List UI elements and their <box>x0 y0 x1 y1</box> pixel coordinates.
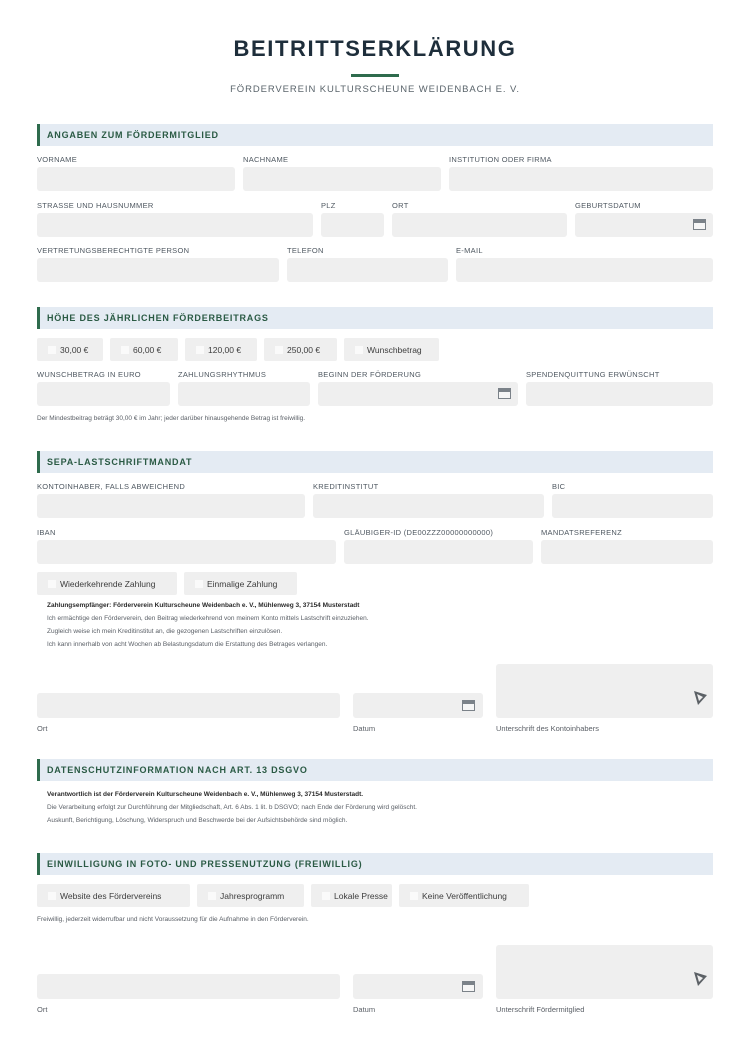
vertretung-field[interactable] <box>37 258 279 282</box>
bic-label: BIC <box>552 482 566 491</box>
geburtsdatum-label: GEBURTSDATUM <box>575 201 641 210</box>
option-jahresprogramm[interactable]: Jahresprogramm <box>197 884 304 907</box>
vorname-label: VORNAME <box>37 155 78 164</box>
kreditinstitut-label: KREDITINSTITUT <box>313 482 379 491</box>
glaeubiger-field[interactable] <box>344 540 533 564</box>
option-einmalig[interactable]: Einmalige Zahlung <box>184 572 297 595</box>
geburtsdatum-field[interactable] <box>575 213 713 237</box>
mandat-field[interactable] <box>541 540 713 564</box>
section-contribution-heading: HÖHE DES JÄHRLICHEN FÖRDERBEITRAGS <box>37 307 713 329</box>
sepa-datum-label: Datum <box>353 724 376 733</box>
checkbox-icon <box>195 580 203 588</box>
checkbox-icon <box>48 580 56 588</box>
checkbox-icon <box>410 892 418 900</box>
option-wunschbetrag[interactable]: Wunschbetrag <box>344 338 439 361</box>
kontoinhaber-label: KONTOINHABER, FALLS ABWEICHEND <box>37 482 186 491</box>
section-privacy-heading: DATENSCHUTZINFORMATION NACH ART. 13 DSGVO <box>37 759 713 781</box>
section-sepa-heading: SEPA-LASTSCHRIFTMANDAT <box>37 451 713 473</box>
checkbox-icon <box>208 892 216 900</box>
sepa-recipient: Zahlungsempfänger: Förderverein Kulturscheune Weidenbach e. V., Mühlenweg 3, 37154 Musterstadt <box>47 602 360 609</box>
ort-field[interactable] <box>392 213 567 237</box>
consent-ort-label: Ort <box>37 1005 48 1014</box>
calendar-icon[interactable] <box>693 219 706 230</box>
wunschbetrag-label: WUNSCHBETRAG IN EURO <box>37 370 141 379</box>
option-60-euro[interactable]: 60,00 € <box>110 338 178 361</box>
form-title: BEITRITTSERKLÄRUNG <box>233 36 517 61</box>
plz-field[interactable] <box>321 213 384 237</box>
sepa-text-2: Zugleich weise ich mein Kreditinstitut an, die gezogenen Lastschriften einzulösen. <box>47 628 283 635</box>
beginn-field[interactable] <box>318 382 518 406</box>
consent-signature-field[interactable] <box>496 945 713 999</box>
form-subtitle: FÖRDERVEREIN KULTURSCHEUNE WEIDENBACH E. V. <box>230 84 520 95</box>
wunschbetrag-field[interactable] <box>37 382 170 406</box>
beginn-label: BEGINN DER FÖRDERUNG <box>318 370 422 379</box>
iban-field[interactable] <box>37 540 336 564</box>
option-lokale-presse[interactable]: Lokale Presse <box>311 884 392 907</box>
kreditinstitut-field[interactable] <box>313 494 544 518</box>
sepa-text-1: Ich ermächtige den Förderverein, den Beitrag wiederkehrend von meinem Konto mittels Lastschrift einzuziehen. <box>47 615 369 622</box>
option-website[interactable]: Website des Fördervereins <box>37 884 190 907</box>
telefon-label: TELEFON <box>287 246 324 255</box>
ort-label: ORT <box>392 201 409 210</box>
rhythmus-label: ZAHLUNGSRHYTHMUS <box>178 370 267 379</box>
consent-datum-field[interactable] <box>353 974 483 999</box>
nachname-field[interactable] <box>243 167 441 191</box>
pen-nib-icon <box>691 689 709 707</box>
sepa-ort-label: Ort <box>37 724 48 733</box>
strasse-label: STRASSE UND HAUSNUMMER <box>37 201 154 210</box>
plz-label: PLZ <box>321 201 336 210</box>
vorname-field[interactable] <box>37 167 235 191</box>
section-consent-heading: EINWILLIGUNG IN FOTO- UND PRESSENUTZUNG (FREIWILLIG) <box>37 853 713 875</box>
privacy-controller: Verantwortlich ist der Förderverein Kulturscheune Weidenbach e. V., Mühlenweg 3, 37154 Musterstadt. <box>47 791 364 798</box>
consent-note: Freiwillig, jederzeit widerrufbar und nicht Voraussetzung für die Aufnahme in den Förderverein. <box>37 916 309 923</box>
checkbox-icon <box>322 892 330 900</box>
email-field[interactable] <box>456 258 713 282</box>
consent-signature-label: Unterschrift Fördermitglied <box>496 1005 585 1014</box>
calendar-icon[interactable] <box>498 388 511 399</box>
sepa-text-3: Ich kann innerhalb von acht Wochen ab Belastungsdatum die Erstattung des Betrages verlangen. <box>47 641 328 648</box>
checkbox-icon <box>48 346 56 354</box>
privacy-text-1: Die Verarbeitung erfolgt zur Durchführung der Mitgliedschaft, Art. 6 Abs. 1 lit. b DSGVO; nach Ende der Förderung wird gelöscht. <box>47 804 417 811</box>
section-member-heading: ANGABEN ZUM FÖRDERMITGLIED <box>37 124 713 146</box>
pen-nib-icon <box>691 970 709 988</box>
mandat-label: MANDATSREFERENZ <box>541 528 623 537</box>
sepa-signature-field[interactable] <box>496 664 713 718</box>
sepa-ort-field[interactable] <box>37 693 340 718</box>
option-wiederkehrend[interactable]: Wiederkehrende Zahlung <box>37 572 177 595</box>
contribution-note: Der Mindestbeitrag beträgt 30,00 € im Jahr; jeder darüber hinausgehende Betrag ist freiwillig. <box>37 415 306 422</box>
sepa-signature-label: Unterschrift des Kontoinhabers <box>496 724 599 733</box>
bic-field[interactable] <box>552 494 713 518</box>
calendar-icon[interactable] <box>462 981 475 992</box>
checkbox-icon <box>355 346 363 354</box>
checkbox-icon <box>196 346 204 354</box>
email-label: E-MAIL <box>456 246 483 255</box>
rhythmus-field[interactable] <box>178 382 310 406</box>
vertretung-label: VERTRETUNGSBERECHTIGTE PERSON <box>37 246 190 255</box>
option-250-euro[interactable]: 250,00 € <box>264 338 337 361</box>
checkbox-icon <box>275 346 283 354</box>
checkbox-icon <box>121 346 129 354</box>
privacy-text-2: Auskunft, Berichtigung, Löschung, Widerspruch und Beschwerde bei der Aufsichtsbehörde sind möglich. <box>47 817 348 824</box>
kontoinhaber-field[interactable] <box>37 494 305 518</box>
iban-label: IBAN <box>37 528 56 537</box>
title-underline <box>351 74 399 77</box>
quittung-label: SPENDENQUITTUNG ERWÜNSCHT <box>526 370 660 379</box>
institution-label: INSTITUTION ODER FIRMA <box>449 155 552 164</box>
calendar-icon[interactable] <box>462 700 475 711</box>
glaeubiger-label: GLÄUBIGER-ID (DE00ZZZ00000000000) <box>344 528 494 537</box>
option-keine-veroeffentlichung[interactable]: Keine Veröffentlichung <box>399 884 529 907</box>
consent-ort-field[interactable] <box>37 974 340 999</box>
option-120-euro[interactable]: 120,00 € <box>185 338 257 361</box>
nachname-label: NACHNAME <box>243 155 289 164</box>
option-30-euro[interactable]: 30,00 € <box>37 338 103 361</box>
strasse-field[interactable] <box>37 213 313 237</box>
checkbox-icon <box>48 892 56 900</box>
institution-field[interactable] <box>449 167 713 191</box>
consent-datum-label: Datum <box>353 1005 376 1014</box>
sepa-datum-field[interactable] <box>353 693 483 718</box>
telefon-field[interactable] <box>287 258 448 282</box>
quittung-field[interactable] <box>526 382 713 406</box>
